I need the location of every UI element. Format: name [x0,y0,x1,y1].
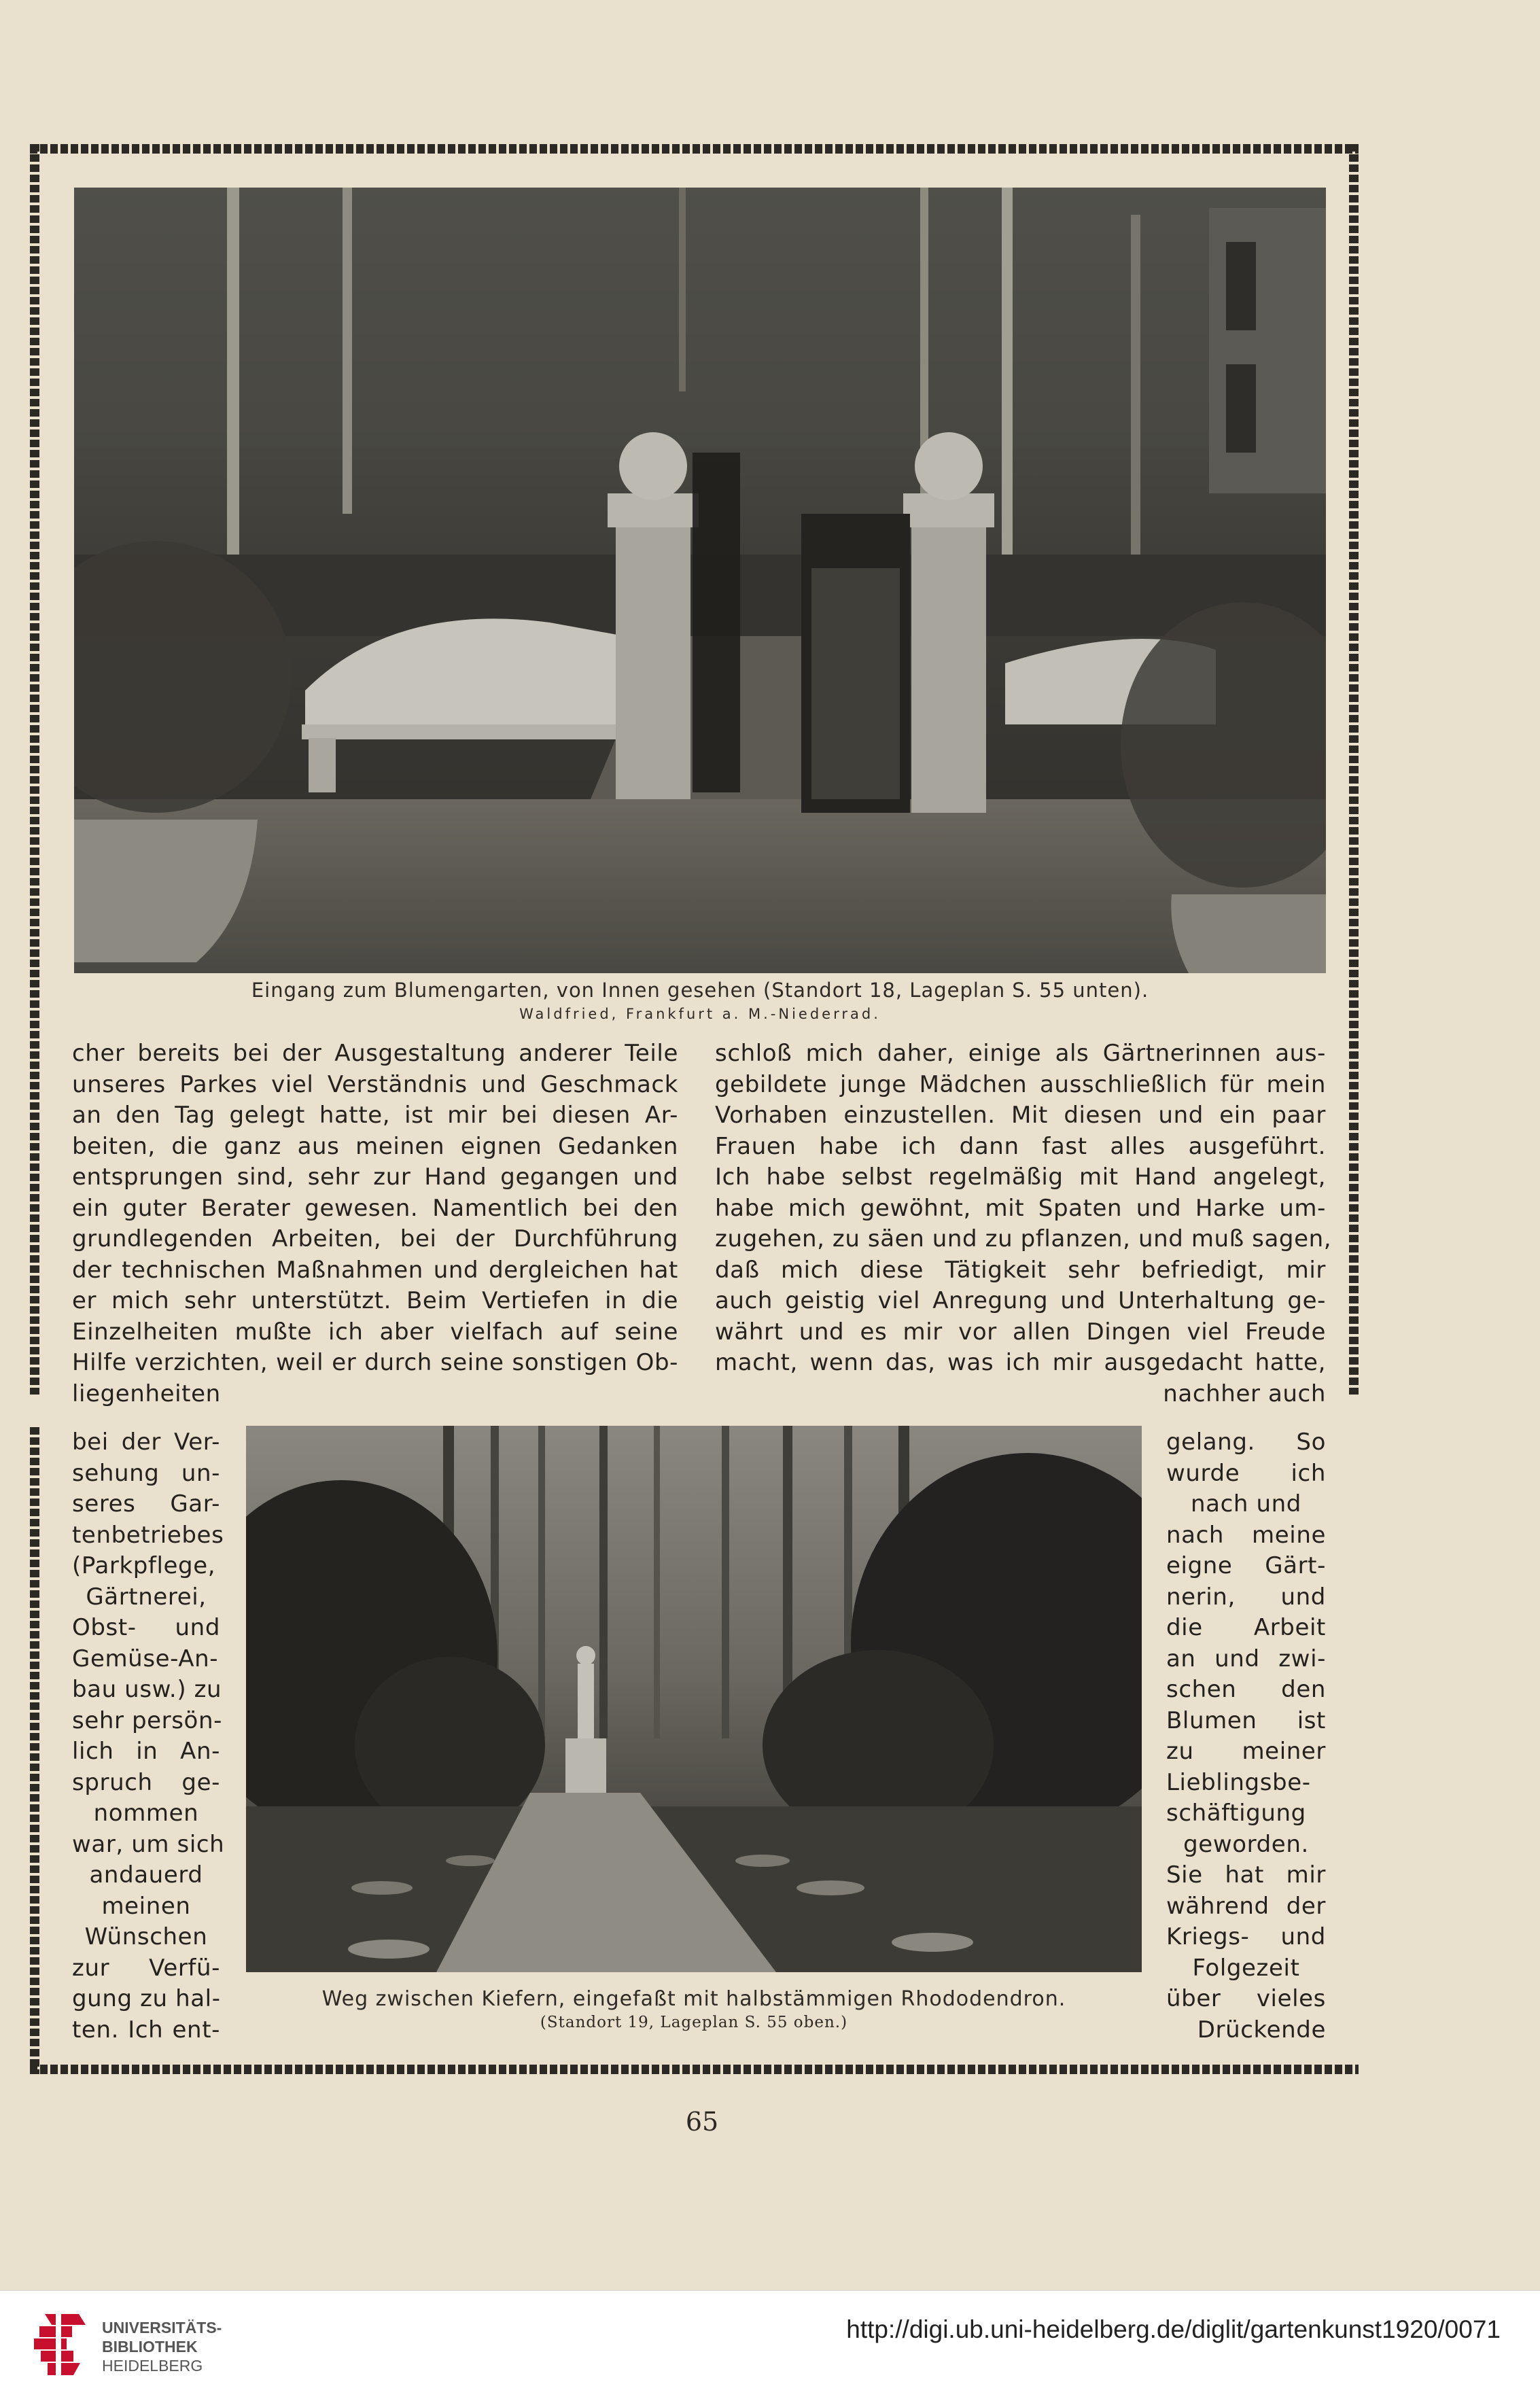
text-line: ein guter Berater gewesen. Namentlich bei den [72,1194,678,1222]
source-url-link[interactable]: http://digi.ub.uni-heidelberg.de/diglit/gartenkunst1920/0071 [846,2315,1501,2343]
text-line: wurde ich [1166,1459,1326,1487]
text-line: an den Tag gelegt hatte, ist mir bei diesen Ar- [72,1102,678,1129]
text-line: beiten, die ganz aus meinen eignen Gedanken [72,1132,678,1160]
text-line: bau usw.) zu [72,1676,222,1703]
text-line: macht, wenn das, was ich mir ausgedacht hatte, [715,1349,1326,1376]
text-line: Vorhaben einzustellen. Mit diesen und ein paar [715,1102,1326,1129]
text-line: sehung un- [72,1459,220,1487]
text-line: gelang. So [1166,1429,1326,1456]
text-line: der technischen Maßnahmen und dergleichen hat [72,1256,678,1284]
text-line: schäftigung [1166,1800,1306,1827]
top-caption-sub: Waldfried, Frankfurt a. M.-Niederrad. [519,1006,881,1022]
garden-entrance-photo [74,188,1326,973]
right-narrow-column [1166,1427,1326,2046]
library-name [102,2318,222,2375]
text-line: schloß mich daher, einige als Gärtnerinnen aus- [715,1040,1326,1067]
frame-left-border [30,144,39,1395]
text-line: andauerd [89,1861,203,1889]
text-line: Sie hat mir [1166,1861,1326,1889]
text-line: gung zu hal- [72,1985,221,2012]
text-line: über vieles [1166,1985,1326,2012]
text-line: habe mich gewöhnt, mit Spaten und Harke um- [715,1194,1326,1222]
text-line: cher bereits bei der Ausgestaltung anderer Teile [72,1040,678,1067]
text-line: zu meiner [1166,1738,1326,1765]
library-name-line: UNIVERSITÄTS- [102,2319,222,2336]
page-number: 65 [685,2107,719,2137]
text-line: Obst- und [72,1614,220,1641]
frame-top-border [30,144,1359,154]
text-line: bei der Ver- [72,1429,220,1456]
top-photo-caption [74,979,1326,1022]
text-line: auch geistig viel Anregung und Unterhaltung ge- [715,1287,1326,1314]
text-line: Gemüse-An- [72,1645,219,1672]
text-line: Frauen habe ich dann fast alles ausgeführt. [715,1132,1326,1160]
text-line: Kriegs- und [1166,1923,1326,1950]
text-line: währt und es mir vor allen Dingen viel Freude [715,1318,1326,1346]
text-line: meinen [101,1892,191,1920]
text-line: Ich habe selbst regelmäßig mit Hand angelegt, [715,1163,1326,1191]
left-column-text [72,1038,678,1409]
frame-bottom-border [30,2065,1359,2074]
bottom-photo-caption [246,1987,1142,2031]
text-line: Folgezeit [1192,1954,1300,1982]
text-line: er mich sehr unterstützt. Beim Vertiefen in die [72,1287,678,1314]
library-footer [0,2290,1540,2401]
text-line: nerin, und [1166,1583,1326,1611]
text-line: unseres Parkes viel Verständnis und Geschmack [72,1070,678,1098]
library-name-line: HEIDELBERG [102,2357,203,2374]
text-line: Drückende [1197,2016,1326,2044]
frame-right-border [1349,144,1359,1395]
text-line: lich in An- [72,1738,220,1765]
text-line: die Arbeit [1166,1614,1326,1641]
text-line: geworden. [1183,1830,1309,1858]
text-line: sehr persön- [72,1706,222,1734]
text-line: Lieblingsbe- [1166,1768,1311,1796]
text-line: daß mich diese Tätigkeit sehr befriedigt, mir [715,1256,1326,1284]
text-line: Gärtnerei, [86,1583,207,1611]
text-line: Hilfe verzichten, weil er durch seine sonstigen Ob- [72,1349,678,1376]
text-line: nachher auch [1163,1380,1326,1407]
frame-left-border-lower [30,1427,39,2074]
text-line: tenbetriebes [72,1521,224,1549]
text-line: nach und [1191,1490,1301,1518]
text-line: schen den [1166,1676,1326,1703]
library-logo-icon [24,2306,99,2386]
top-caption-main: Eingang zum Blumengarten, von Innen gesehen (Standort 18, Lageplan S. 55 unten). [251,979,1149,1002]
text-line: Wünschen [84,1923,208,1950]
text-line: war, um sich [72,1830,225,1858]
text-line: zur Verfü- [72,1954,220,1982]
text-line: während der [1166,1892,1326,1920]
bottom-caption-main: Weg zwischen Kiefern, eingefaßt mit halbstämmigen Rhododendron. [321,1987,1066,2011]
library-name-line: BIBLIOTHEK [102,2338,198,2355]
pine-path-photo [246,1426,1142,1972]
text-line: nommen [93,1800,199,1827]
text-line: (Parkpflege, [72,1552,216,1579]
text-line: entsprungen sind, sehr zur Hand gegangen und [72,1163,678,1191]
left-narrow-column [72,1427,225,2046]
text-line: nach meine [1166,1521,1326,1549]
text-line: Blumen ist [1166,1706,1326,1734]
text-line: seres Gar- [72,1490,220,1518]
bottom-caption-sub: (Standort 19, Lageplan S. 55 oben.) [540,2014,848,2031]
text-line: eigne Gärt- [1166,1552,1326,1579]
text-line: Einzelheiten mußte ich aber vielfach auf seine [72,1318,678,1346]
text-line: an und zwi- [1166,1645,1326,1672]
text-line: zugehen, zu säen und zu pflanzen, und muß sagen, [715,1225,1332,1252]
text-line: ten. Ich ent- [72,2016,220,2044]
text-line: gebildete junge Mädchen ausschließlich für mein [715,1070,1326,1098]
text-line: liegenheiten [72,1380,221,1407]
text-line: grundlegenden Arbeiten, bei der Durchführung [72,1225,678,1252]
text-line: spruch ge- [72,1768,220,1796]
right-column-text [715,1038,1332,1409]
